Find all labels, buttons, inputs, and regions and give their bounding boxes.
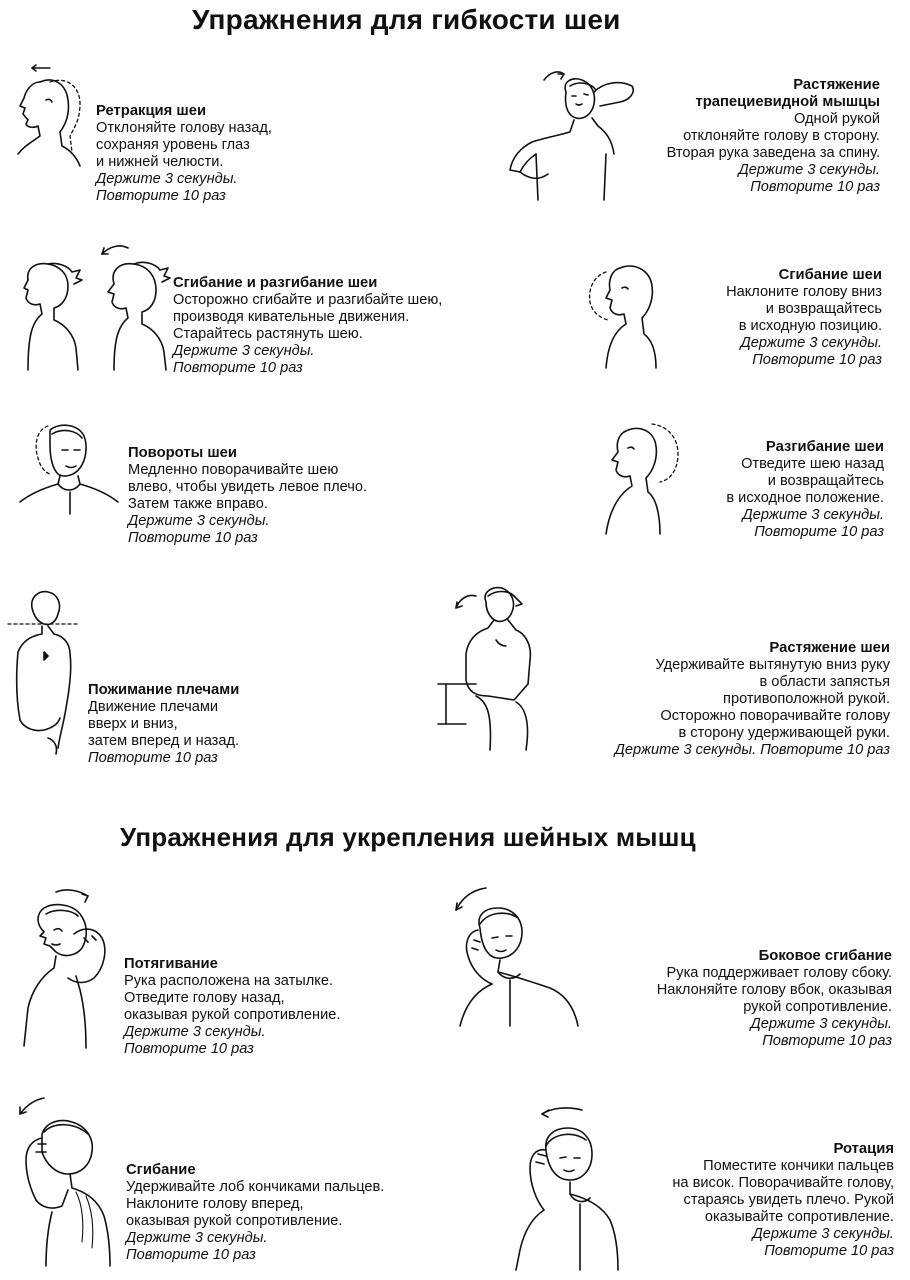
instruction-line: в исходное положение. — [726, 490, 884, 506]
neck-rotation-illustration — [14, 416, 124, 516]
repeat-text: Повторите 10 раз — [754, 524, 884, 540]
instruction-line: отклоняйте голову в сторону. — [683, 128, 880, 144]
instruction-line: оказывая рукой сопротивление. — [126, 1213, 343, 1229]
instruction-line: Удерживайте вытянутую вниз руку — [655, 657, 890, 673]
instruction-line: вверх и вниз, — [88, 716, 178, 732]
hold-text: Держите 3 секунды. — [173, 343, 315, 359]
exercise-title: Растяжение — [793, 77, 880, 93]
instruction-line: и нижней челюсти. — [96, 154, 224, 170]
retraction-illustration — [10, 62, 90, 172]
exercise-neck-stretch — [615, 640, 890, 759]
instruction-line: в сторону удерживающей руки. — [678, 725, 890, 741]
exercise-title: Потягивание — [124, 956, 218, 972]
repeat-text: Повторите 10 раз — [762, 1033, 892, 1049]
exercise-pull — [124, 956, 340, 1058]
instruction-line: Медленно поворачивайте шею — [128, 462, 339, 478]
exercise-flexion-resistance — [126, 1162, 384, 1264]
repeat-text: Повторите 10 раз — [764, 1243, 894, 1259]
trapezius-stretch-illustration — [500, 62, 640, 202]
instruction-line: Наклоняйте голову вбок, оказывая — [656, 982, 892, 998]
exercise-title: Повороты шеи — [128, 445, 237, 461]
instruction-line: Наклоните голову вперед, — [126, 1196, 304, 1212]
exercise-neck-extension — [726, 439, 884, 541]
hold-text: Держите 3 секунды. — [126, 1230, 268, 1246]
exercise-trapezius — [667, 77, 880, 196]
instruction-line: Отведите шею назад — [741, 456, 884, 472]
repeat-text: Повторите 10 раз — [126, 1247, 256, 1263]
instruction-line: Движение плечами — [88, 699, 219, 715]
instruction-line: Рука поддерживает голову сбоку. — [666, 965, 892, 981]
instruction-line: Одной рукой — [794, 111, 880, 127]
exercise-title: Пожимание плечами — [88, 682, 240, 698]
exercise-title: Сгибание — [126, 1162, 196, 1178]
instruction-line: рукой сопротивление. — [743, 999, 892, 1015]
exercise-rotation-resistance — [672, 1141, 894, 1260]
shoulder-shrug-illustration — [8, 588, 88, 760]
instruction-line: Осторожно сгибайте и разгибайте шею, — [173, 292, 443, 308]
flexion-resistance-illustration — [12, 1092, 122, 1268]
pull-resistance-illustration — [16, 880, 116, 1050]
instruction-line: в области запястья — [759, 674, 890, 690]
instruction-line: противоположной рукой. — [723, 691, 890, 707]
strengthening-section-title: Упражнения для укрепления шейных мышц — [120, 822, 696, 852]
repeat-text: Повторите 10 раз — [173, 360, 303, 376]
instruction-line: сохраняя уровень глаз — [96, 137, 250, 153]
instruction-line: Рука расположена на затылке. — [124, 973, 334, 989]
neck-stretch-illustration — [436, 584, 556, 752]
exercise-shrug — [88, 682, 239, 767]
hold-text: Держите 3 секунды. — [742, 507, 884, 523]
lateral-flexion-illustration — [434, 880, 584, 1030]
instruction-line: Удерживайте лоб кончиками пальцев. — [126, 1179, 385, 1195]
instruction-line: Старайтесь растянуть шею. — [173, 326, 363, 342]
exercise-title: Ротация — [833, 1141, 894, 1157]
instruction-line: влево, чтобы увидеть левое плечо. — [128, 479, 368, 495]
exercise-neck-flexion — [726, 267, 882, 369]
instruction-line: Осторожно поворачивайте голову — [660, 708, 890, 724]
instruction-line: стараясь увидеть плечо. Рукой — [683, 1192, 894, 1208]
instruction-line: оказывая рукой сопротивление. — [124, 1007, 341, 1023]
exercise-flex-ext — [173, 275, 442, 377]
flexion-extension-illustration — [10, 240, 175, 372]
hold-text: Держите 3 секунды. — [124, 1024, 266, 1040]
hold-repeat-text: Держите 3 секунды. Повторите 10 раз — [614, 742, 890, 758]
instruction-line: Затем также вправо. — [128, 496, 268, 512]
hold-text: Держите 3 секунды. — [96, 171, 238, 187]
repeat-text: Повторите 10 раз — [88, 750, 218, 766]
exercise-title: трапециевидной мышцы — [695, 94, 880, 110]
exercise-neck-rotation — [128, 445, 367, 547]
hold-text: Держите 3 секунды. — [750, 1016, 892, 1032]
repeat-text: Повторите 10 раз — [96, 188, 226, 204]
exercise-retraction — [96, 103, 272, 205]
instruction-line: затем вперед и назад. — [88, 733, 240, 749]
exercise-lateral-flexion — [657, 948, 892, 1050]
instruction-line: Наклоните голову вниз — [726, 284, 882, 300]
instruction-line: в исходную позицию. — [738, 318, 882, 334]
hold-text: Держите 3 секунды. — [738, 162, 880, 178]
hold-text: Держите 3 секунды. — [128, 513, 270, 529]
instruction-line: Отведите голову назад, — [124, 990, 285, 1006]
instruction-line: оказывайте сопротивление. — [704, 1209, 894, 1225]
exercise-title: Ретракция шеи — [96, 103, 207, 119]
repeat-text: Повторите 10 раз — [128, 530, 258, 546]
repeat-text: Повторите 10 раз — [124, 1041, 254, 1057]
instruction-line: Поместите кончики пальцев — [703, 1158, 894, 1174]
instruction-line: Вторая рука заведена за спину. — [666, 145, 880, 161]
rotation-resistance-illustration — [486, 1100, 626, 1272]
exercise-title: Боковое сгибание — [758, 948, 892, 964]
hold-text: Держите 3 секунды. — [740, 335, 882, 351]
instruction-line: и возвращайтесь — [767, 473, 884, 489]
instruction-line: производя кивательные движения. — [173, 309, 410, 325]
instruction-line: и возвращайтесь — [765, 301, 882, 317]
repeat-text: Повторите 10 раз — [750, 179, 880, 195]
instruction-line: на висок. Поворачивайте голову, — [672, 1175, 894, 1191]
exercise-title: Сгибание шеи — [778, 267, 882, 283]
repeat-text: Повторите 10 раз — [752, 352, 882, 368]
neck-flexion-illustration — [586, 258, 676, 370]
exercise-title: Сгибание и разгибание шеи — [173, 275, 378, 291]
exercise-title: Разгибание шеи — [765, 439, 884, 455]
neck-extension-illustration — [598, 418, 688, 536]
exercise-title: Растяжение шеи — [769, 640, 890, 656]
instruction-line: Отклоняйте голову назад, — [96, 120, 272, 136]
flexibility-section-title: Упражнения для гибкости шеи — [192, 4, 621, 35]
hold-text: Держите 3 секунды. — [752, 1226, 894, 1242]
